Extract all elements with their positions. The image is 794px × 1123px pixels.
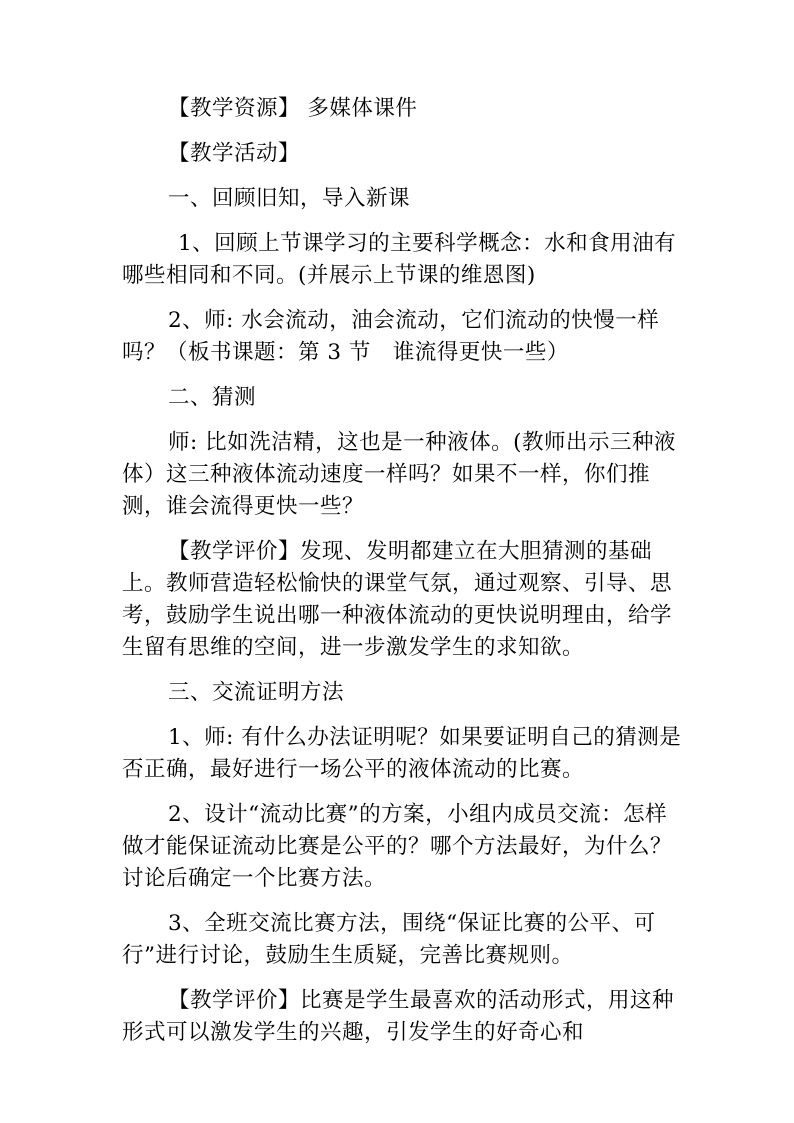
teaching-evaluation-paragraph-2: 【教学评价】比赛是学生最喜欢的活动形式，用这种形式可以激发学生的兴趣，引发学生的好奇心和: [122, 988, 675, 1045]
guess-paragraph: 师: 比如洗洁精，这也是一种液体。(教师出示三种液体）这三种液体流动速度一样吗？如果不一样，你们推测，谁会流得更快一些？: [122, 430, 676, 519]
section-three-heading: 三、交流证明方法: [168, 680, 345, 705]
teaching-resources-line: 【教学资源】 多媒体课件: [168, 96, 418, 121]
method-paragraph-1: 1、师: 有什么办法证明呢？如果要证明自己的猜测是否正确，最好进行一场公平的液体流动的比赛。: [122, 725, 682, 782]
teaching-activities-heading: 【教学活动】: [168, 141, 301, 166]
section-one-heading: 一、回顾旧知，导入新课: [168, 186, 411, 211]
review-paragraph-1: 1、回顾上节课学习的主要科学概念：水和食用油有哪些相同和不同。(并展示上节课的维恩图): [122, 231, 677, 288]
teaching-evaluation-paragraph-1: 【教学评价】发现、发明都建立在大胆猜测的基础上。教师营造轻松愉快的课堂气氛，通过观察、引导、思考，鼓励学生说出哪一种液体流动的更快说明理由，给学生留有思维的空间，进一步激发学生的求知欲。: [122, 539, 673, 660]
method-paragraph-2: 2、设计“流动比赛”的方案，小组内成员交流：怎样做才能保证流动比赛是公平的？哪个方法最好，为什么？讨论后确定一个比赛方法。: [122, 802, 673, 891]
method-paragraph-3: 3、全班交流比赛方法，围绕“保证比赛的公平、可行”进行讨论，鼓励生生质疑，完善比赛规则。: [122, 911, 656, 968]
document-body: [122, 93, 682, 1062]
review-paragraph-2: 2、师: 水会流动，油会流动，它们流动的快慢一样吗？（板书课题：第 3 节 谁流得更快一些）: [122, 308, 660, 365]
section-two-heading: 二、猜测: [168, 385, 257, 410]
